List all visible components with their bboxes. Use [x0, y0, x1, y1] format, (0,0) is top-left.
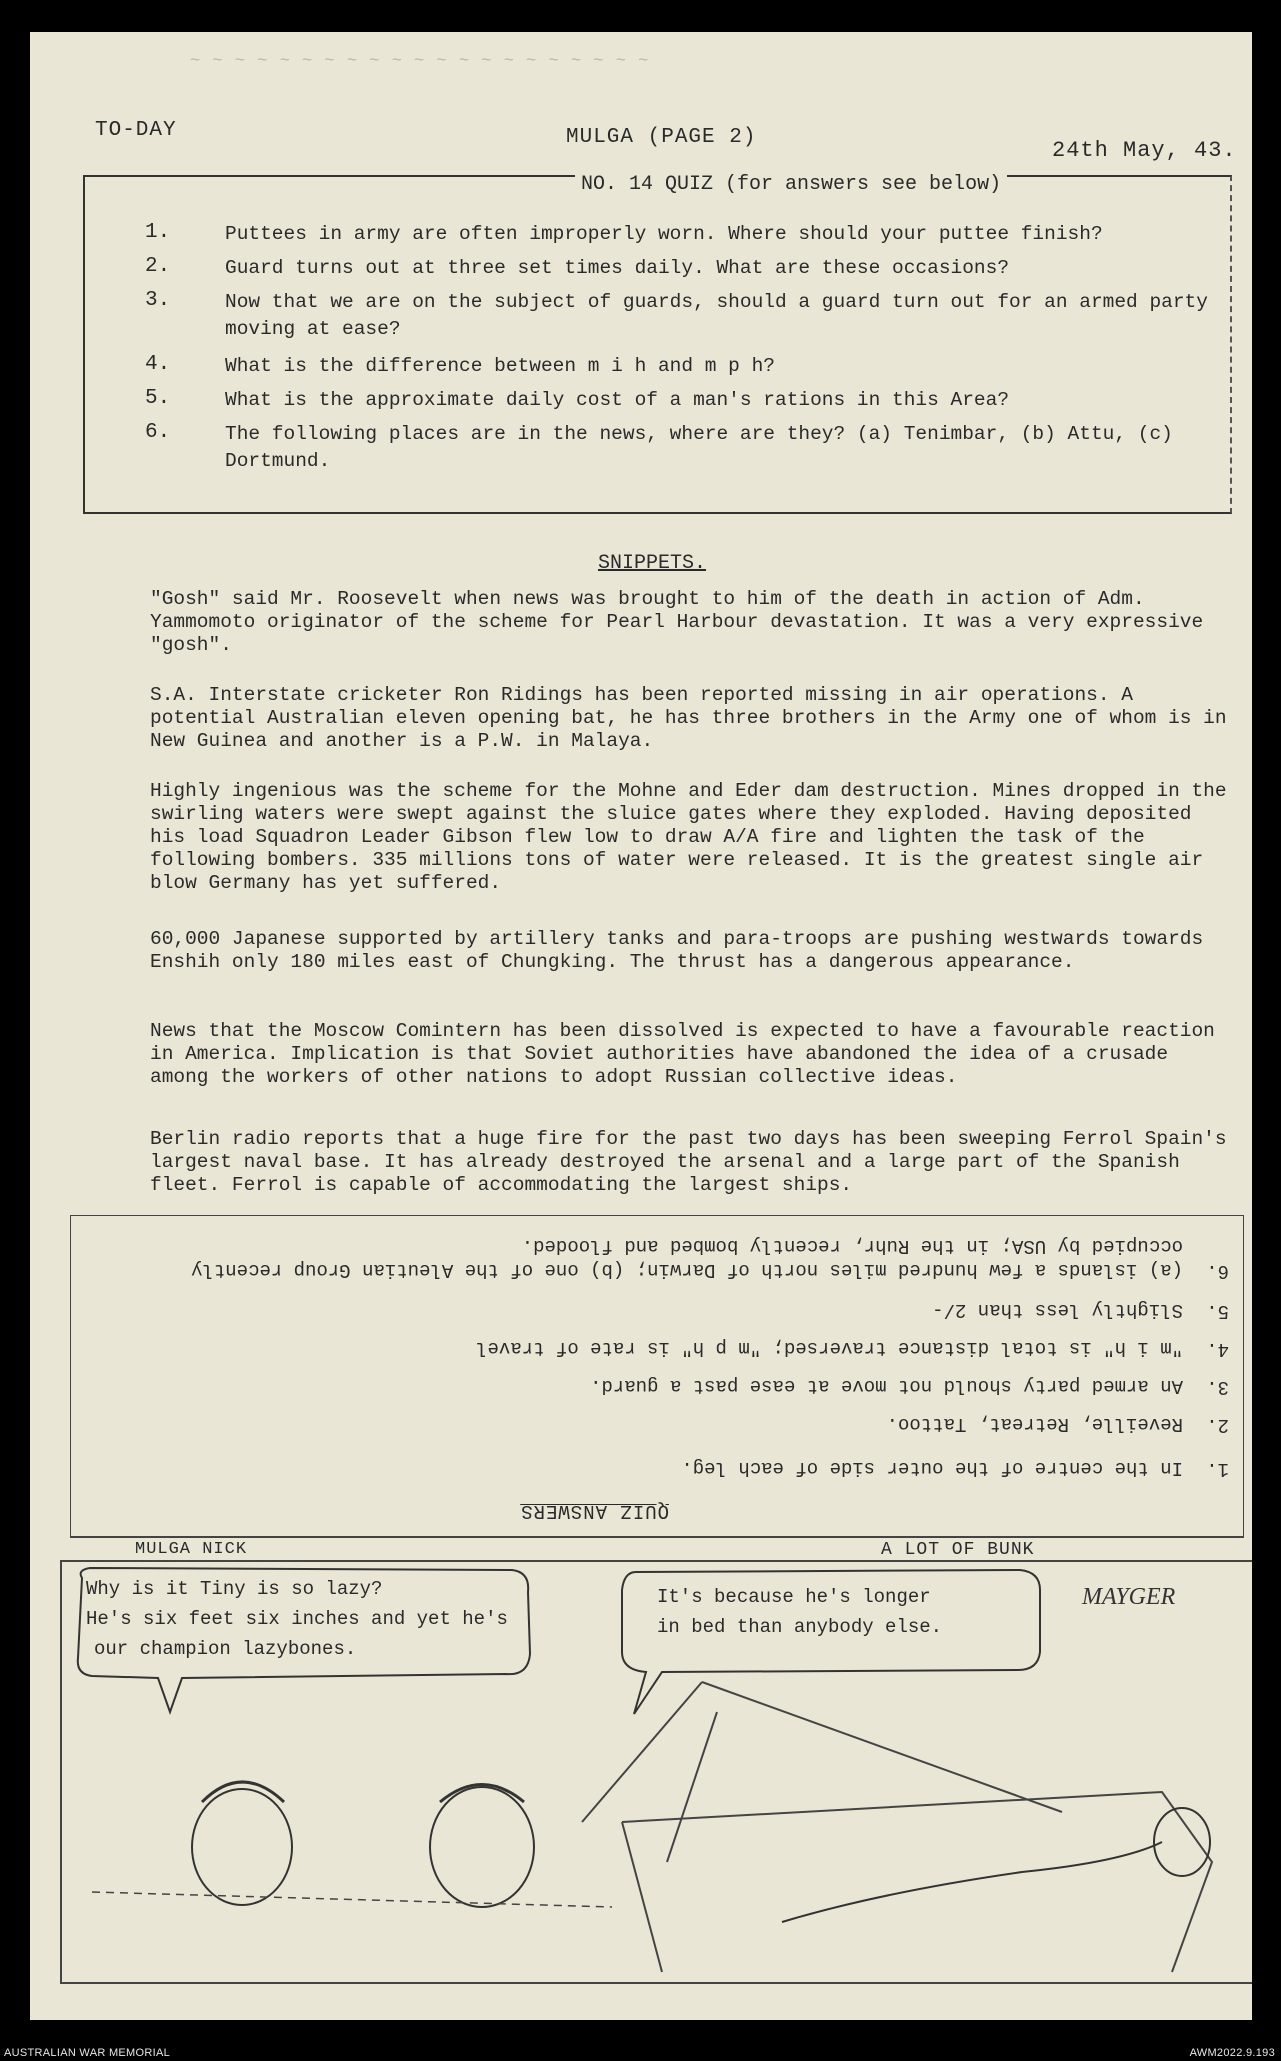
- quiz-item-number: 6.: [145, 421, 171, 444]
- snippet-paragraph: 60,000 Japanese supported by artillery tanks and para-troops are pushing westwards towards Enshih only 180 miles east of Chungking. The thrust has a dangerous appearance.: [150, 928, 1204, 973]
- quiz-item-number: 4.: [145, 353, 171, 376]
- snippets-title: SNIPPETS.: [598, 552, 707, 575]
- answer-text: Reveille, Retreat, Tattoo.: [886, 1413, 1183, 1435]
- quiz-item-text: Puttees in army are often improperly worn. Where should your puttee finish?: [225, 223, 1103, 245]
- quiz-item-number: 2.: [145, 255, 171, 278]
- snippet-paragraph: Highly ingenious was the scheme for the Mohne and Eder dam destruction. Mines dropped in the swirling waters were swept against the sluice gates where they exploded. Having deposited his load Squadron Leader Gibson flew low to draw A/A fire and lighten the task of the following bombers. 335 millions tons of water were released. It is the greatest single air blow Germany has yet suffered.: [150, 780, 1227, 894]
- answer-text: In the centre of the outer side of each leg.: [681, 1457, 1183, 1479]
- header-day: TO-DAY: [95, 119, 177, 142]
- snippet-paragraph: News that the Moscow Comintern has been dissolved is expected to have a favourable reaction in America. Implication is that Soviet authorities have abandoned the idea of a crusade among the workers of other nations to adopt Russian collective ideas.: [150, 1020, 1215, 1088]
- answer-number: 6.: [1206, 1260, 1229, 1282]
- cartoon-panel: [60, 1560, 1252, 1984]
- quiz-item-text: What is the difference between m i h and m p h?: [225, 355, 775, 377]
- artist-signature: MAYGER: [1082, 1584, 1176, 1610]
- answer-text: An armed party should not move at ease past a guard.: [590, 1375, 1183, 1397]
- speech-left-text: [86, 1574, 508, 1664]
- speech-right-line: It's because he's longer: [657, 1586, 931, 1608]
- quiz-answers-box: [70, 1215, 1244, 1538]
- cartoon-title: A LOT OF BUNK: [881, 1540, 1035, 1560]
- speech-left-line: our champion lazybones.: [94, 1638, 357, 1660]
- quiz-item-number: 5.: [145, 387, 171, 410]
- speech-right-text: [657, 1582, 942, 1642]
- answer-number: 2.: [1206, 1414, 1229, 1436]
- tent-lines: [582, 1682, 1062, 1862]
- lying-figure: [782, 1842, 1162, 1922]
- quiz-item-text: Now that we are on the subject of guards, should a guard turn out for an armed party moving at ease?: [225, 291, 1208, 340]
- answer-text: Slightly less than 2/-: [932, 1299, 1183, 1321]
- answer-number: 5.: [1206, 1300, 1229, 1322]
- figure-middle-head: [430, 1787, 534, 1907]
- ground-line: [92, 1892, 612, 1907]
- answer-text: "m i h" is total distance traversed; "m p h" is rate of travel: [476, 1337, 1183, 1359]
- newsletter-page: [30, 32, 1252, 2020]
- answers-title: QUIZ ANSWERS: [520, 1500, 669, 1522]
- speech-right-line: in bed than anybody else.: [657, 1616, 943, 1638]
- snippet-paragraph: S.A. Interstate cricketer Ron Ridings has been reported missing in air operations. A potential Australian eleven opening bat, he has three brothers in the Army one of whom is in New Guinea and another is a P.W. in Malaya.: [150, 684, 1227, 752]
- lying-figure-head: [1154, 1808, 1210, 1876]
- answer-number: 4.: [1206, 1338, 1229, 1360]
- quiz-item-number: 1.: [145, 221, 171, 244]
- header-date: 24th May, 43.: [1052, 138, 1237, 163]
- quiz-item-text: The following places are in the news, where are they? (a) Tenimbar, (b) Attu, (c) Dortmund.: [225, 423, 1173, 472]
- cartoon-label: MULGA NICK: [135, 1540, 248, 1559]
- speech-left-line: Why is it Tiny is so lazy?: [86, 1578, 383, 1600]
- quiz-item-text: Guard turns out at three set times daily. What are these occasions?: [225, 257, 1010, 279]
- answer-number: 3.: [1206, 1376, 1229, 1398]
- snippet-paragraph: Berlin radio reports that a huge fire for the past two days has been sweeping Ferrol Spain's largest naval base. It has already destroyed the arsenal and a large part of the Spanish fleet. Ferrol is capable of accommodating the largest ships.: [150, 1128, 1227, 1196]
- quiz-item-text: What is the approximate daily cost of a man's rations in this Area?: [225, 389, 1010, 411]
- bleed-through-text: ~ ~ ~ ~ ~ ~ ~ ~ ~ ~ ~ ~ ~ ~ ~ ~ ~ ~ ~ ~ ~: [190, 52, 650, 71]
- answer-text: (a) islands a few hundred miles north of Darwin; (b) one of the Aleutian Group recently occupied by USA; in the Ruhr, recently bombed and flooded.: [191, 1235, 1183, 1281]
- footer-reference: AWM2022.9.193: [1189, 2047, 1275, 2059]
- quiz-box: [83, 175, 1232, 514]
- figure-left-head: [192, 1789, 292, 1905]
- quiz-title: NO. 14 QUIZ (for answers see below): [575, 173, 1007, 196]
- snippet-paragraph: "Gosh" said Mr. Roosevelt when news was brought to him of the death in action of Adm. Yammomoto originator of the scheme for Pearl Harbour devastation. It was a very expressive "gosh".: [150, 588, 1204, 656]
- quiz-item-number: 3.: [145, 289, 171, 312]
- bed-outline: [622, 1792, 1212, 1972]
- speech-left-line: He's six feet six inches and yet he's: [86, 1608, 508, 1630]
- answer-number: 1.: [1206, 1458, 1229, 1480]
- footer-archive: AUSTRALIAN WAR MEMORIAL: [4, 2047, 171, 2059]
- header-title: MULGA (PAGE 2): [566, 126, 757, 149]
